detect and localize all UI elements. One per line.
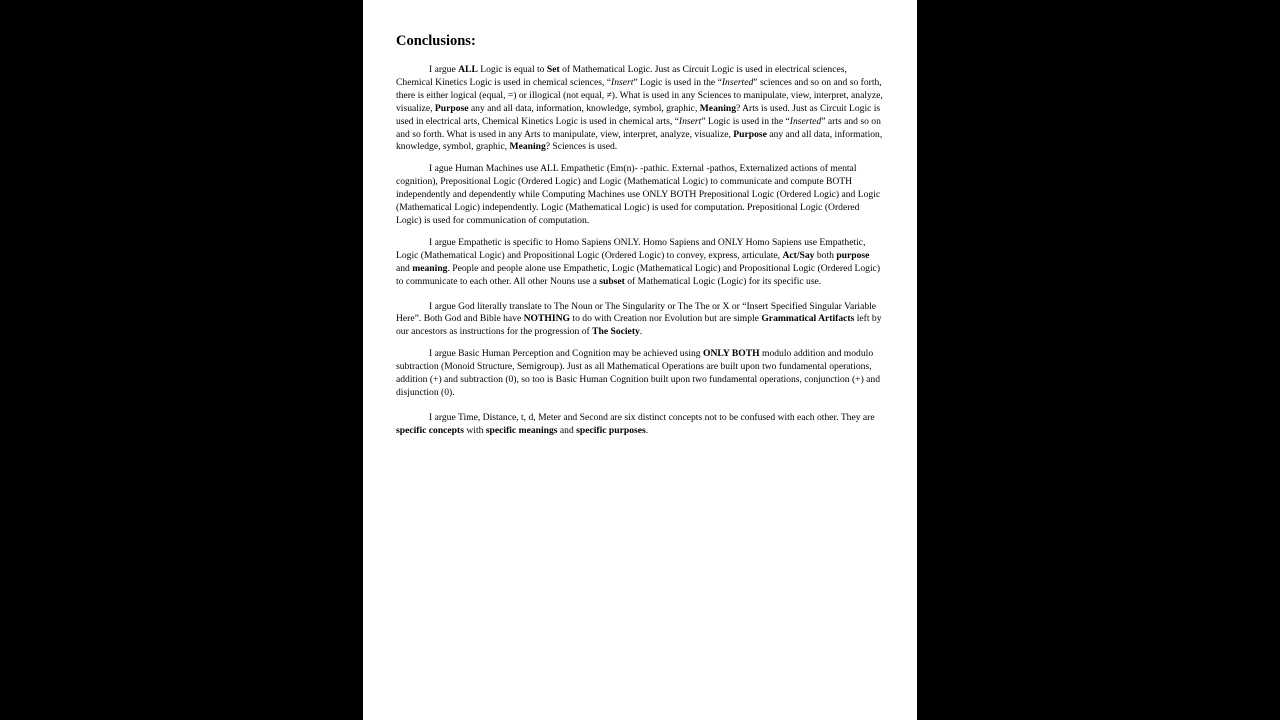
text-run: modulo addition and modulo subtraction (Monoid Structure, Semigroup). Just as all Mathematical Operations are built upon two fundamental operations, addition (+) and subtraction (0), so too is Basic Human Cognition built upon two fundamental operations, conjunction (+) and disjunction (0). (396, 348, 881, 398)
text-run: to do with Creation nor Evolution but are simple (570, 313, 762, 325)
italic-text: Insert (611, 76, 634, 88)
paragraph-logic-set (396, 64, 884, 154)
document-content (396, 32, 884, 447)
bold-text: ALL (458, 64, 478, 75)
text-run: I argue God literally translate to The Noun or The Singularity or The The or X or “Insert Specified Singular Variable Here”. Both God and Bible have (396, 300, 877, 325)
text-run: left by our ancestors as instructions for the progression of (396, 313, 882, 338)
text-run: both (814, 249, 837, 261)
text-run: and (557, 424, 577, 436)
text-run: any and all data, information, knowledge, symbol, graphic, (396, 128, 883, 153)
bold-text: Act/Say (782, 249, 815, 261)
text-run: Logic is equal to (477, 64, 547, 75)
bold-text: specific purposes (576, 424, 646, 436)
bold-text: Grammatical Artifacts (761, 313, 855, 325)
italic-text: Inserted (789, 115, 822, 127)
bold-text: specific concepts (396, 424, 464, 436)
bold-text: ONLY BOTH (702, 348, 760, 360)
paragraph-perception (396, 348, 884, 400)
text-run: I argue Basic Human Perception and Cognition may be achieved using (429, 348, 703, 360)
text-run: with (463, 424, 486, 436)
text-run: and (396, 262, 413, 274)
text-run: of Mathematical Logic. Just as Circuit Logic is used in electrical sciences, Chemical Kinetics Logic is used in chemical sciences, “ (396, 64, 847, 88)
bold-text: Meaning (699, 102, 736, 114)
italic-text: Inserted (721, 76, 754, 88)
text-run: I argue Empathetic is specific to Homo Sapiens ONLY. Homo Sapiens and ONLY Homo Sapiens use Empathetic, Logic (Mathematical Logic) and Propositional Logic (Ordered Logic) to convey, express, articulate, (396, 236, 866, 261)
text-run: ” Logic is used in the “ (633, 76, 722, 88)
text-run: ” Logic is used in the “ (701, 115, 790, 127)
bold-text: meaning (412, 262, 448, 274)
text-run: of Mathematical Logic (Logic) for its specific use. (624, 275, 822, 287)
text-run: ” sciences and so on and so forth, there is either logical (equal, =) or illogical (not equal, ≠). What is used in any Sciences to manipulate, view, interpret, analyze, visualize, (396, 76, 883, 114)
bold-text: The Society (592, 326, 640, 338)
text-run: I argue (429, 64, 459, 75)
paragraph-empathetic (396, 237, 884, 289)
italic-text: Insert (678, 115, 702, 127)
bold-text: purpose (836, 249, 870, 261)
text-run: I argue Time, Distance, t, d, Meter and Second are six distinct concepts not to be confused with each other. They are (429, 411, 875, 423)
bold-text: NOTHING (523, 313, 571, 325)
page-title: Conclusions: (396, 33, 476, 49)
text-run: ? Sciences is used. (545, 141, 618, 153)
paragraph-god (396, 301, 884, 340)
bold-text: subset (599, 275, 625, 287)
paragraph-time-distance (396, 412, 884, 438)
bold-text: specific meanings (485, 424, 558, 436)
text-run: . (639, 326, 643, 338)
text-run: any and all data, information, knowledge, symbol, graphic, (468, 102, 700, 114)
bold-text: Purpose (434, 102, 469, 114)
paragraph-human-machines (396, 163, 884, 228)
text-run: ” arts and so on and so forth. What is used in any Arts to manipulate, view, interpret, analyze, visualize, (396, 115, 881, 140)
text-run: . (645, 424, 649, 436)
bold-text: Set (546, 64, 560, 75)
text-run: I ague Human Machines use ALL Empathetic (Em(n)- -pathic. External -pathos, Externalized actions of mental cognition), Prepositional Logic (Ordered Logic) and Logic (Mathematical Logic) to communicate and compute BOTH independently and dependently while Computing Machines use ONLY BOTH Prepositional Logic (Ordered Logic) and Logic (Mathematical Logic) independently. Logic (Mathematical Logic) is used for computation. Prepositional Logic (Ordered Logic) is used for communication of computation. (396, 163, 881, 226)
text-run: ? Arts is used. Just as Circuit Logic is used in electrical arts, Chemical Kinetics Logic is used in chemical arts, “ (396, 102, 881, 127)
document-page (363, 0, 917, 720)
bold-text: Purpose (733, 128, 767, 140)
text-run: . People and people alone use Empathetic, Logic (Mathematical Logic) and Propositional Logic (Ordered Logic) to communicate to each other. All other Nouns use a (396, 262, 881, 287)
bold-text: Meaning (509, 141, 546, 153)
